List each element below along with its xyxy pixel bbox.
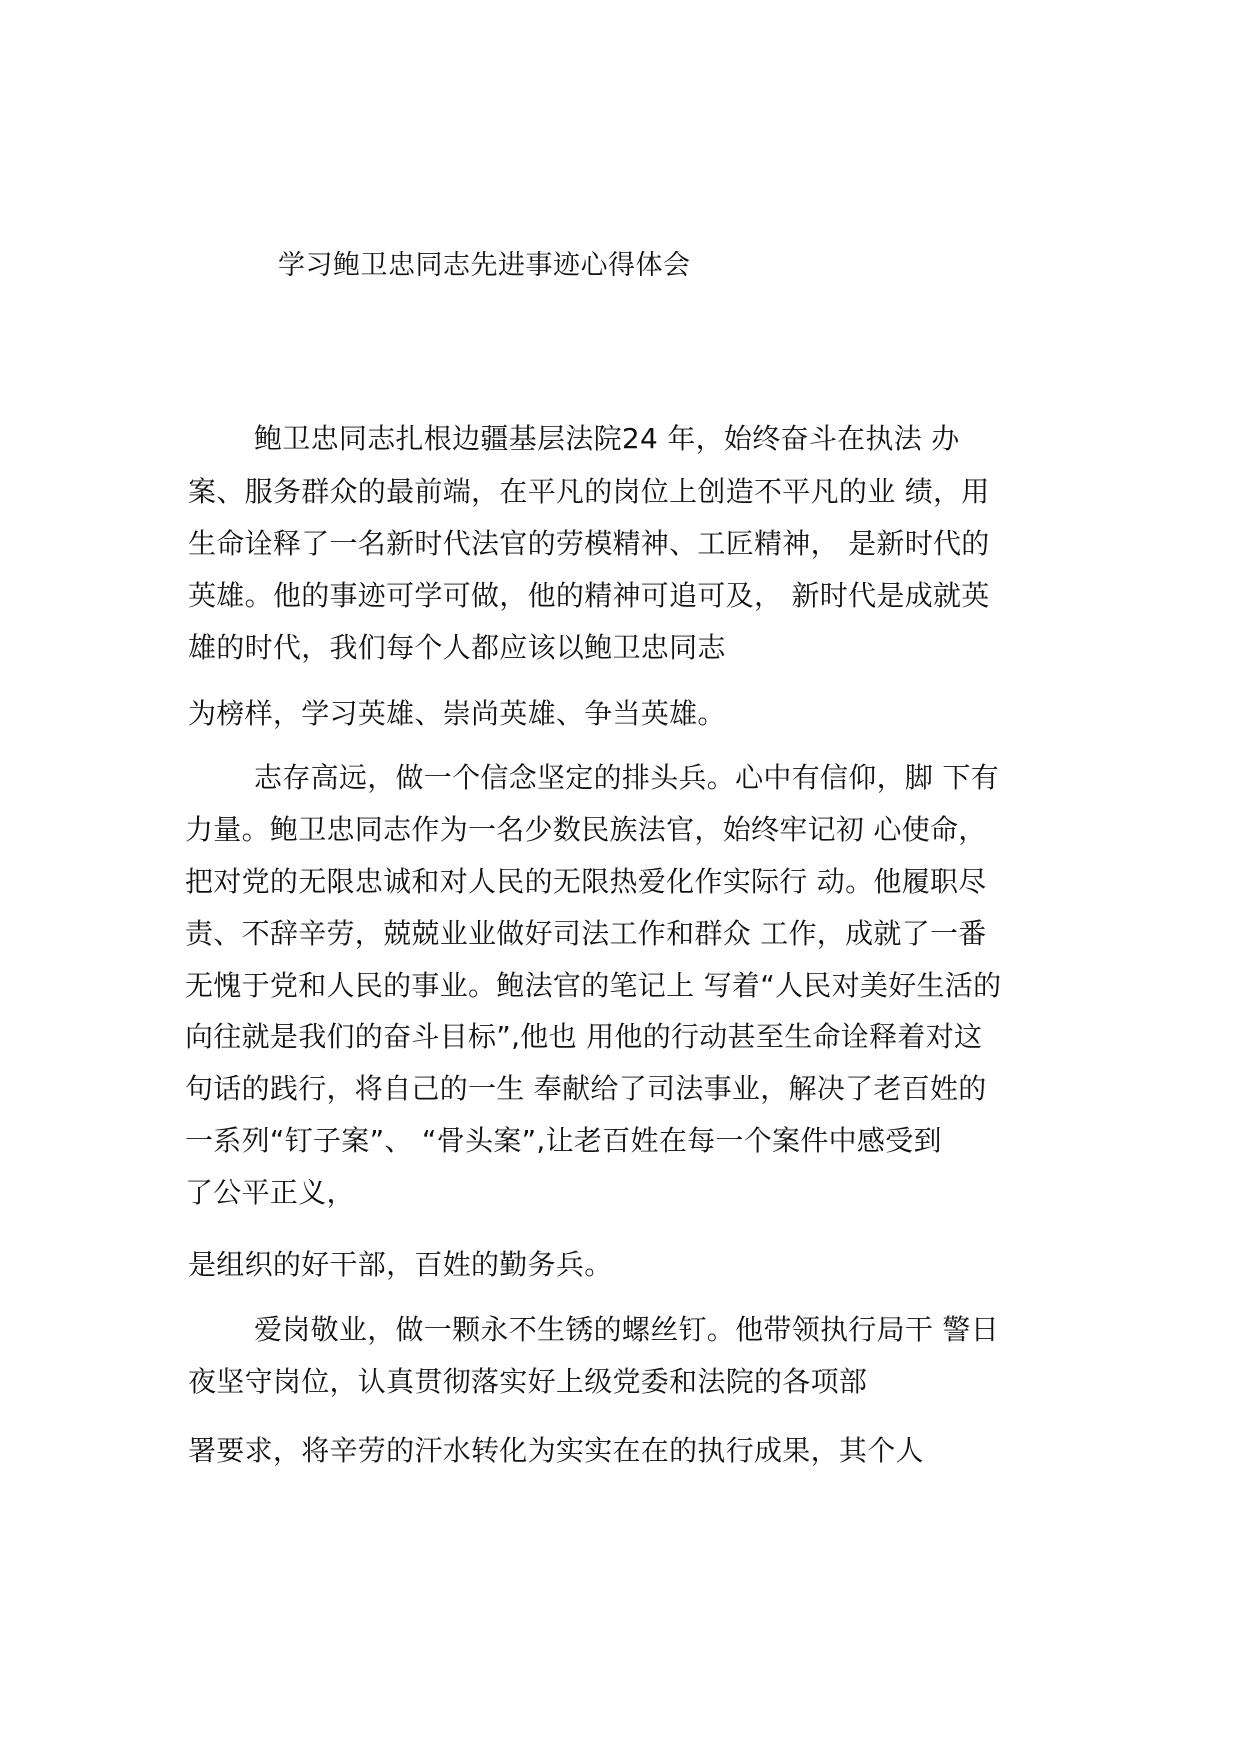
paragraph-line: 署要求，将辛劳的汗水转化为实实在在的执行成果，其个人	[188, 1434, 924, 1467]
paragraph-line: 为榜样，学习英雄、崇尚英雄、争当英雄。	[188, 697, 726, 730]
paragraph-line: 无愧于党和人民的事业。鲍法官的笔记上 写着“人民对美好生活的	[185, 969, 1002, 1002]
paragraph-line: 把对党的无限忠诚和对人民的无限热爱化作实际行 动。他履职尽	[185, 865, 987, 898]
paragraph-line: 生命诠释了一名新时代法官的劳模精神、工匠精神， 是新时代的	[188, 527, 990, 560]
paragraph-line: 夜坚守岗位，认真贯彻落实好上级党委和法院的各项部	[188, 1365, 868, 1398]
paragraph-line: 爱岗敬业，做一颗永不生锈的螺丝钉。他带领执行局干 警日	[254, 1313, 1000, 1346]
paragraph-line: 了公平正义，	[185, 1176, 355, 1209]
paragraph-line: 力量。鲍卫忠同志作为一名少数民族法官，始终牢记初 心使命，	[185, 813, 987, 846]
paragraph-line: 向往就是我们的奋斗目标”,他也 用他的行动甚至生命诠释着对这	[185, 1020, 983, 1053]
paragraph-line: 一系列“钉子案”、 “骨头案”,让老百姓在每一个案件中感受到	[185, 1124, 942, 1157]
paragraph-line: 句话的践行，将自己的一生 奉献给了司法事业，解决了老百姓的	[185, 1072, 987, 1105]
paragraph-line: 案、服务群众的最前端，在平凡的岗位上创造不平凡的业 绩，用	[188, 475, 990, 508]
paragraph-line: 志存高远，做一个信念坚定的排头兵。心中有信仰，脚 下有	[254, 761, 1000, 794]
paragraph-line: 是组织的好干部，百姓的勤务兵。	[188, 1248, 613, 1281]
paragraph-line: 雄的时代，我们每个人都应该以鲍卫忠同志	[188, 631, 726, 664]
paragraph-line: 责、不辞辛劳，兢兢业业做好司法工作和群众 工作，成就了一番	[185, 917, 987, 950]
paragraph-line: 鲍卫忠同志扎根边疆基层法院24 年，始终奋斗在执法 办	[254, 422, 960, 455]
document-title: 学习鲍卫忠同志先进事迹心得体会	[278, 250, 691, 281]
paragraph-line: 英雄。他的事迹可学可做，他的精神可追可及， 新时代是成就英	[188, 579, 990, 612]
